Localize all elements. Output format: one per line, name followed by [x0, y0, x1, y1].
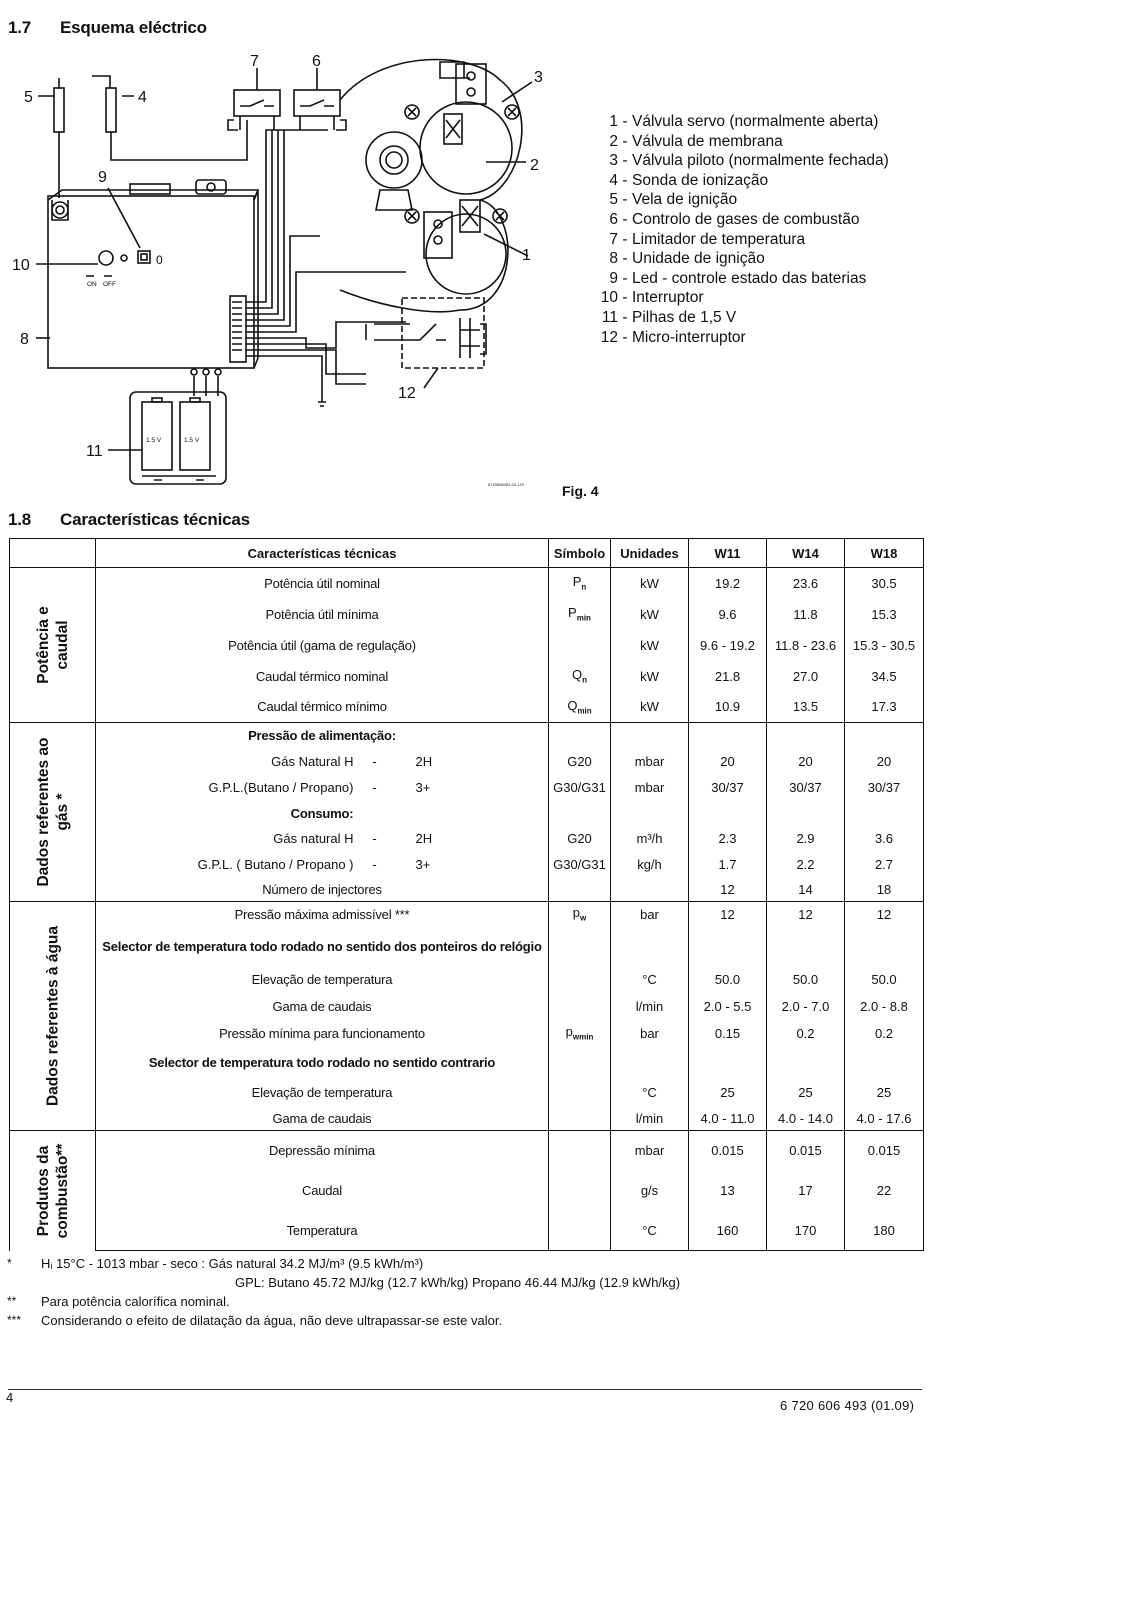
header-w11: W11: [689, 539, 767, 568]
callout-3: 3: [534, 69, 543, 86]
switch-on-label: ON: [87, 281, 97, 288]
table-row: Dados referentes à água Pressão máxima admissível *** $p_w$ bar 12 12 12: [10, 902, 924, 927]
table-row: Potência e caudal Potência útil nominal $P_n$ kW 19.2 23.6 30.5: [10, 568, 924, 599]
header-w18: W18: [845, 539, 924, 568]
table-row: Caudal g/s 13 17 22: [10, 1171, 924, 1211]
legend-item: 3 - Válvula piloto (normalmente fechada): [609, 152, 889, 170]
battery-label-right: 1.5 V: [184, 437, 200, 444]
table-row: Caudal térmico mínimo $Q_{min}$ kW 10.9 13.5 17.3: [10, 692, 924, 723]
table-row: Pressão mínima para funcionamento $p_{wmin}$ bar 0.15 0.2 0.2: [10, 1020, 924, 1047]
callout-2: 2: [530, 157, 539, 174]
group-label-cell: [10, 568, 96, 723]
table-row: Elevação de temperatura °C 50.0 50.0 50.0: [10, 967, 924, 993]
section-diagram-heading: [8, 18, 207, 38]
callout-6: 6: [312, 53, 321, 70]
legend-item: 2 - Válvula de membrana: [609, 132, 783, 150]
table-row: Dados referentes ao gás * Pressão de alimentação:: [10, 723, 924, 749]
diagram-legend: [596, 112, 889, 347]
header-w14: W14: [767, 539, 845, 568]
header-group-cell: [10, 539, 96, 568]
table-row: Caudal térmico nominal $Q_n$ kW 21.8 27.0 34.5: [10, 661, 924, 692]
legend-item: 7 - Limitador de temperatura: [609, 230, 806, 248]
callout-10: 10: [12, 257, 30, 274]
callout-1: 1: [522, 247, 531, 264]
document-number: 6 720 606 493 (01.09): [780, 1398, 915, 1413]
footnote-continuation: GPL: Butano 45.72 MJ/kg (12.7 kWh/kg) Propano 46.44 MJ/kg (12.9 kWh/kg): [235, 1275, 681, 1290]
callout-7: 7: [250, 53, 259, 70]
section-title: Características técnicas: [60, 510, 250, 529]
switch-off-label: OFF: [103, 281, 116, 288]
battery-label-left: 1.5 V: [146, 437, 162, 444]
legend-item: 4 - Sonda de ionização: [609, 171, 769, 189]
table-row: Potência útil (gama de regulação) kW 9.6 - 19.2 11.8 - 23.6 15.3 - 30.5: [10, 630, 924, 661]
legend-item: 5 - Vela de ignição: [609, 191, 738, 209]
callout-9: 9: [98, 169, 107, 186]
group-label-cell: [10, 902, 96, 1131]
legend-item: 1 - Válvula servo (normalmente aberta): [609, 113, 879, 130]
footnotes: [7, 1254, 680, 1330]
technical-specs-table: [9, 538, 924, 1251]
table-row: Produtos da combustão** Depressão mínima mbar 0.015 0.015 0.015: [10, 1131, 924, 1171]
callout-4: 4: [138, 89, 147, 106]
page-number: 4: [6, 1390, 14, 1405]
table-row: Selector de temperatura todo rodado no sentido contrario: [10, 1047, 924, 1079]
table-row: Temperatura °C 160 170 180: [10, 1211, 924, 1251]
figure-label: Fig. 4: [562, 483, 599, 499]
legend-item: 10 - Interruptor: [600, 289, 704, 307]
table-header-row: [10, 539, 924, 568]
group-water-label: Dados referentes à água: [44, 925, 61, 1107]
group-power-label: Potência e caudal: [34, 606, 71, 684]
table-row: Consumo:: [10, 801, 924, 826]
header-units: Unidades: [611, 539, 689, 568]
table-row: Elevação de temperatura °C 25 25 25: [10, 1079, 924, 1107]
section-number: 1.8: [8, 510, 32, 529]
callout-8: 8: [20, 331, 29, 348]
callout-12: 12: [398, 385, 416, 402]
section-number: 1.7: [8, 18, 32, 37]
legend-item: 12 - Micro-interruptor: [600, 328, 746, 346]
callout-11: 11: [86, 443, 103, 460]
footnote: *** Considerando o efeito de dilatação da água, não deve ultrapassar-se este valor.: [7, 1313, 503, 1328]
group-gas-label: Dados referentes ao gás *: [34, 737, 71, 887]
footnote: ** Para potência calorífica nominal.: [7, 1294, 230, 1309]
section-specs-heading: [8, 510, 250, 530]
table-row: Gás natural H - 2H G20 m³/h 2.3 2.9 3.6: [10, 826, 924, 852]
table-row: Gama de caudais l/min 4.0 - 11.0 4.0 - 14.0 4.0 - 17.6: [10, 1107, 924, 1131]
table-row: Número de injectores 12 14 18: [10, 878, 924, 902]
figure-code: 6720606493-03.1JS: [488, 482, 525, 487]
legend-item: 11 - Pilhas de 1,5 V: [601, 308, 737, 326]
group-label-cell: [10, 723, 96, 902]
legend-item: 9 - Led - controle estado das baterias: [609, 269, 867, 287]
legend-item: 6 - Controlo de gases de combustão: [609, 210, 860, 228]
section-title: Esquema eléctrico: [60, 18, 207, 37]
table-row: Selector de temperatura todo rodado no sentido dos ponteiros do relógio: [10, 927, 924, 967]
table-row: G.P.L.(Butano / Propano) - 3+ G30/G31 mbar 30/37 30/37 30/37: [10, 775, 924, 801]
callout-5: 5: [24, 89, 33, 106]
footnote: * Hᵢ 15°C - 1013 mbar - seco : Gás natural 34.2 MJ/m³ (9.5 kWh/m³): [7, 1256, 424, 1271]
header-characteristics: Características técnicas: [96, 539, 549, 568]
header-symbol: Símbolo: [549, 539, 611, 568]
table-row: Gás Natural H - 2H G20 mbar 20 20 20: [10, 749, 924, 775]
led-zero-label: 0: [156, 253, 163, 267]
footer-divider: [8, 1389, 922, 1390]
group-combustion-label: Produtos da combustão**: [34, 1143, 71, 1239]
ignition-unit-shape: [48, 196, 254, 368]
legend-item: 8 - Unidade de ignição: [609, 250, 765, 268]
table-row: Gama de caudais l/min 2.0 - 5.5 2.0 - 7.0 2.0 - 8.8: [10, 993, 924, 1020]
group-label-cell: [10, 1131, 96, 1251]
table-row: Potência útil mínima $P_{min}$ kW 9.6 11.8 15.3: [10, 599, 924, 630]
table-row: G.P.L. ( Butano / Propano ) - 3+ G30/G31 kg/h 1.7 2.2 2.7: [10, 852, 924, 878]
